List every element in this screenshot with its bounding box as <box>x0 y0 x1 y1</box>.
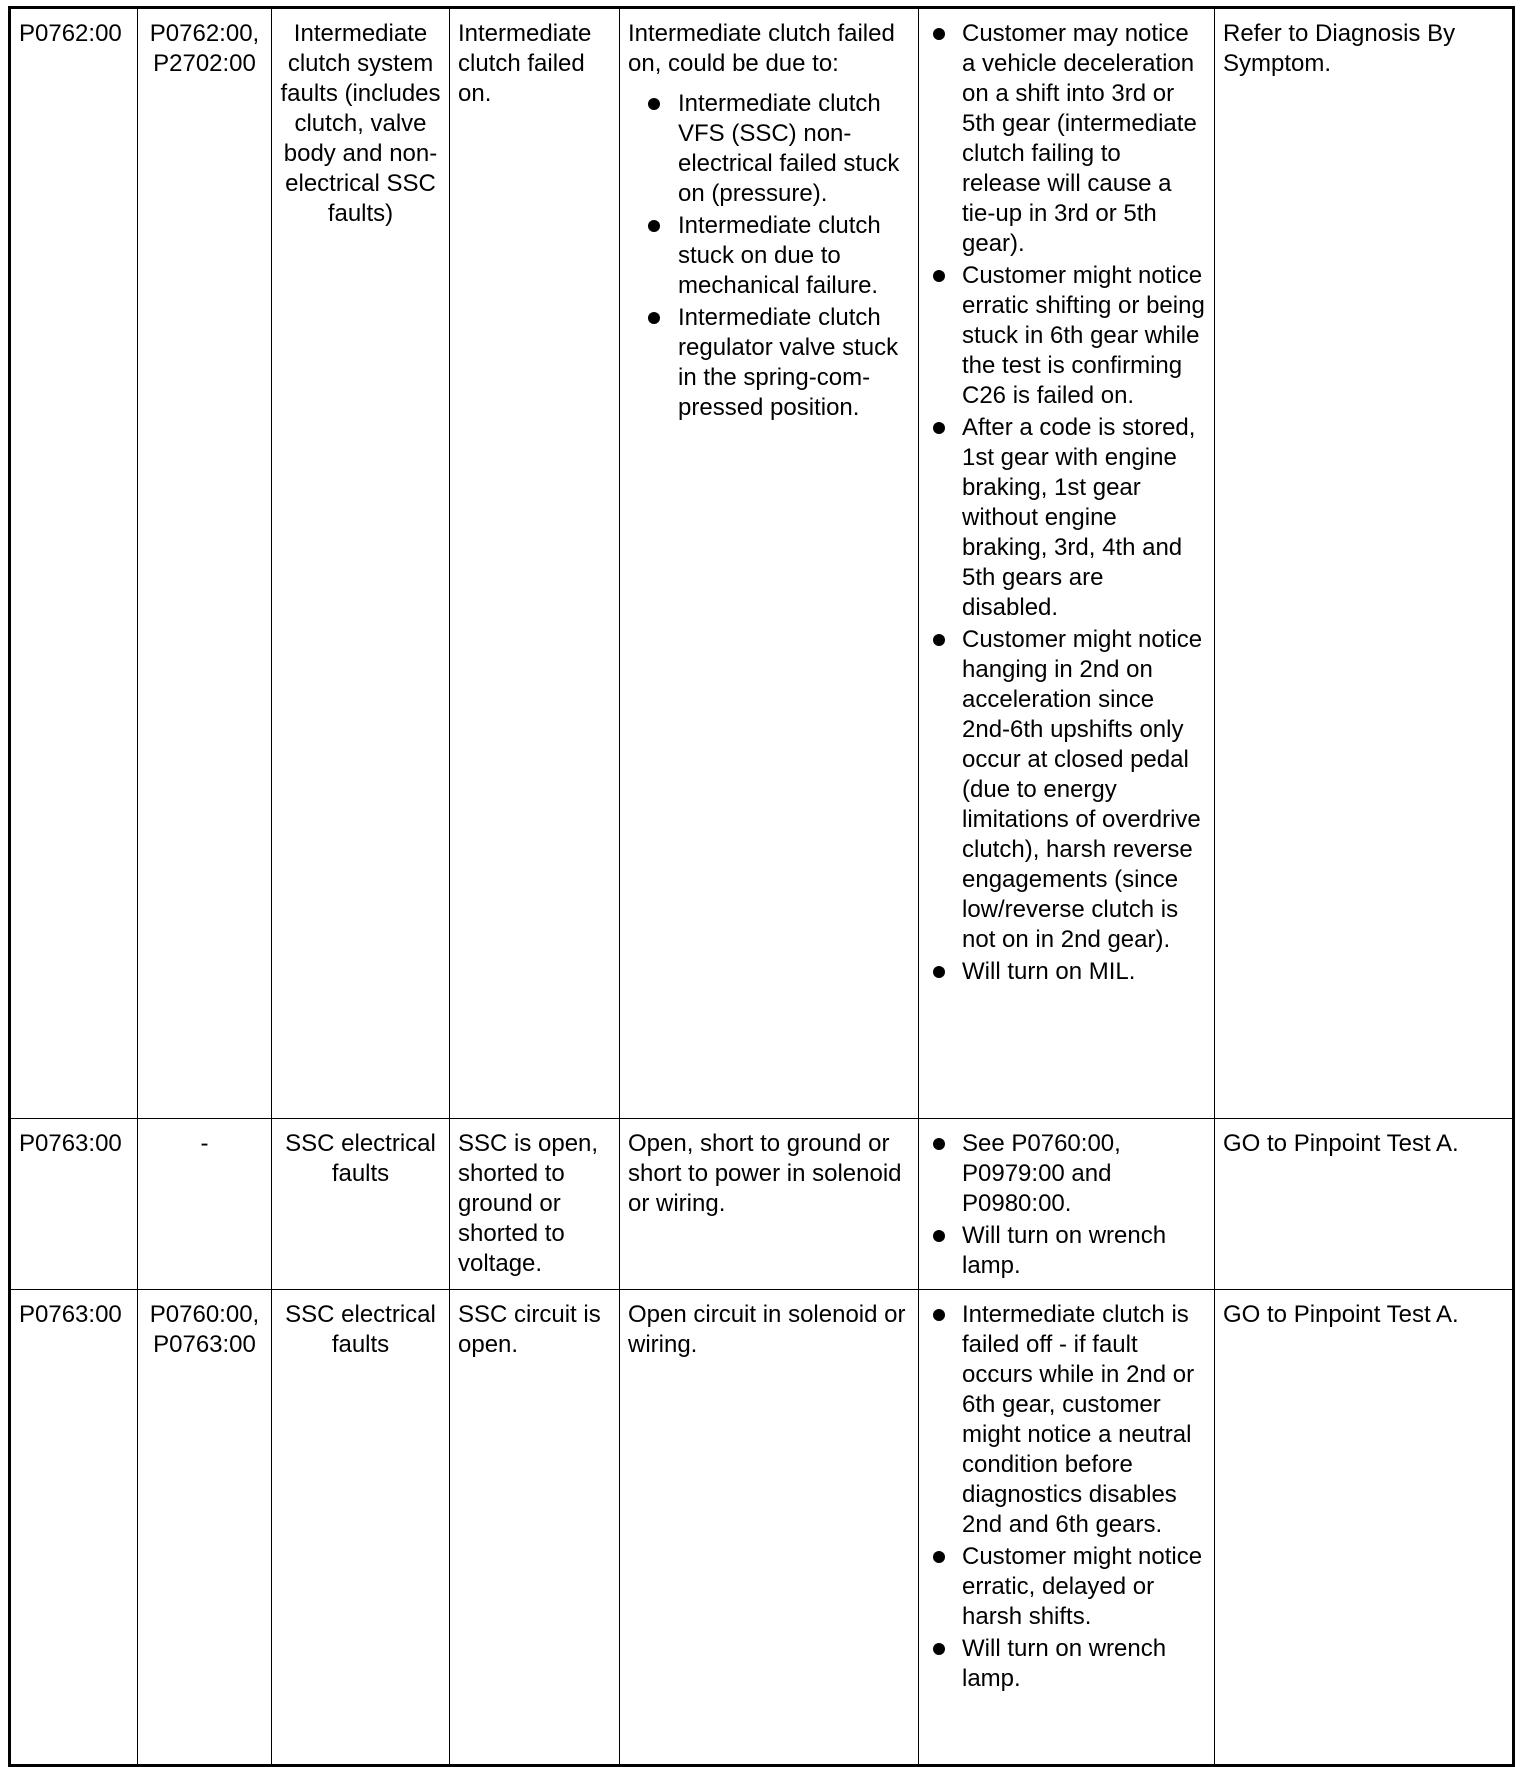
dtc-code: P0763:00 <box>19 1301 122 1328</box>
condition-description: SSC circuit is open. <box>458 1301 601 1358</box>
list-item: Will turn on wrench lamp. <box>927 1221 1206 1281</box>
cause-list <box>628 89 910 423</box>
related-dtc: - <box>200 1130 209 1157</box>
list-item: After a code is stored, 1st gear with engine braking, 1st gear without engine braking, 3rd, 4th and 5th gears are disabled. <box>927 413 1206 623</box>
list-item: Intermediate clutch regulator valve stuck in the spring-com-pressed position. <box>628 303 910 423</box>
action-cell <box>1215 1119 1514 1290</box>
related-dtc-cell <box>138 1119 272 1290</box>
dtc-code-cell <box>10 1119 138 1290</box>
system-cell <box>272 1290 450 1766</box>
list-item: Will turn on MIL. <box>927 957 1206 987</box>
dtc-code: P0763:00 <box>19 1130 122 1157</box>
list-item: Intermediate clutch is failed off - if fault occurs while in 2nd or 6th gear, customer might notice a neutral condition before diagnostics disables 2nd and 6th gears. <box>927 1300 1206 1540</box>
action-text: GO to Pinpoint Test A. <box>1223 1130 1459 1157</box>
list-item: Customer might notice erratic, delayed or harsh shifts. <box>927 1542 1206 1632</box>
list-item: Intermediate clutch VFS (SSC) non-electrical failed stuck on (pressure). <box>628 89 910 209</box>
condition-cell <box>450 1290 620 1766</box>
symptom-list <box>927 19 1206 987</box>
symptom-cell <box>919 1119 1215 1290</box>
related-dtc: P0763:00 <box>153 1331 256 1358</box>
condition-description: Intermediate clutch failed on. <box>458 20 592 107</box>
dtc-code-cell <box>10 1290 138 1766</box>
condition-cell <box>450 8 620 1119</box>
action-text: Refer to Diagnosis By Symptom. <box>1223 20 1456 77</box>
system-description: Intermediate clutch system faults (includes clutch, valve body and non-electrical SSC faults) <box>280 20 441 227</box>
related-dtc-cell <box>138 1290 272 1766</box>
cause-cell <box>620 8 919 1119</box>
dtc-table <box>8 6 1515 1767</box>
cause-lead: Open circuit in solenoid or wiring. <box>628 1301 906 1358</box>
system-description: SSC electrical faults <box>285 1301 436 1358</box>
related-dtc: P0760:00, <box>149 1301 260 1328</box>
action-cell <box>1215 1290 1514 1766</box>
action-text: GO to Pinpoint Test A. <box>1223 1301 1459 1328</box>
condition-cell <box>450 1119 620 1290</box>
system-cell <box>272 1119 450 1290</box>
table-row <box>10 8 1514 1119</box>
dtc-code: P0762:00 <box>19 20 122 47</box>
list-item: Customer may notice a vehicle deceleration on a shift into 3rd or 5th gear (intermediate clutch failing to release will cause a tie-up in 3rd or 5th gear). <box>927 19 1206 259</box>
condition-description: SSC is open, shorted to ground or shorted to voltage. <box>458 1130 599 1277</box>
list-item: Customer might notice hanging in 2nd on acceleration since 2nd-6th upshifts only occur at closed pedal (due to energy limitations of overdrive clutch), harsh reverse engagements (since low/reverse clutch is not on in 2nd gear). <box>927 625 1206 955</box>
symptom-cell <box>919 1290 1215 1766</box>
table-row <box>10 1290 1514 1766</box>
cause-lead: Intermediate clutch failed on, could be due to: <box>628 20 895 77</box>
action-cell <box>1215 8 1514 1119</box>
table-row <box>10 1119 1514 1290</box>
related-dtc: P2702:00 <box>153 50 256 77</box>
related-dtc: P0762:00, <box>149 20 260 47</box>
list-item: See P0760:00, P0979:00 and P0980:00. <box>927 1129 1206 1219</box>
dtc-code-cell <box>10 8 138 1119</box>
related-dtc-cell <box>138 8 272 1119</box>
list-item: Will turn on wrench lamp. <box>927 1634 1206 1694</box>
symptom-list <box>927 1129 1206 1281</box>
cause-cell <box>620 1290 919 1766</box>
symptom-list <box>927 1300 1206 1694</box>
cause-lead: Open, short to ground or short to power in solenoid or wiring. <box>628 1130 902 1217</box>
system-cell <box>272 8 450 1119</box>
symptom-cell <box>919 8 1215 1119</box>
list-item: Intermediate clutch stuck on due to mechanical failure. <box>628 211 910 301</box>
cause-cell <box>620 1119 919 1290</box>
list-item: Customer might notice erratic shifting or being stuck in 6th gear while the test is confirming C26 is failed on. <box>927 261 1206 411</box>
system-description: SSC electrical faults <box>285 1130 436 1187</box>
